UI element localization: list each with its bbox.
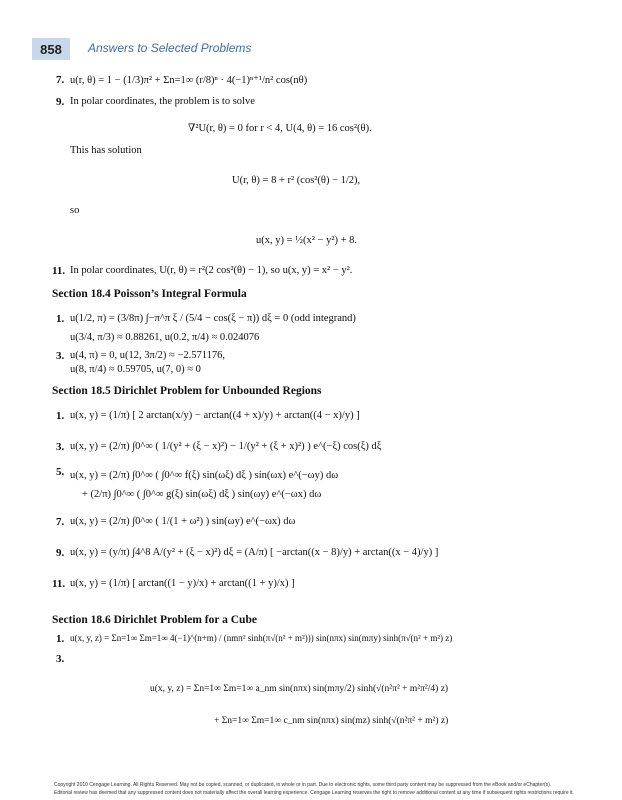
s184-problem-3-line-2: u(8, π/4) ≈ 0.59705, u(7, 0) ≈ 0 [70, 364, 201, 375]
section-18-4-title: Section 18.4 Poisson’s Integral Formula [52, 288, 247, 300]
s184-problem-1-line-2: u(3/4, π/3) ≈ 0.88261, u(0.2, π/4) ≈ 0.024076 [70, 332, 260, 343]
problem-9-number: 9. [56, 96, 65, 108]
s186-problem-3-equation-1: u(x, y, z) = Σn=1∞ Σm=1∞ a_nm sin(nπx) sin(mπy/2) sinh(√(n²π² + m²π²/4) z) [150, 684, 449, 694]
s186-problem-3-equation-2: + Σn=1∞ Σm=1∞ c_nm sin(nπx) sin(mz) sinh(√(n²π² + m²) z) [214, 716, 449, 726]
page-number: 858 [40, 41, 62, 57]
problem-9-equation-3: u(x, y) = ½(x² − y²) + 8. [256, 235, 358, 246]
problem-11-text: In polar coordinates, U(r, θ) = r²(2 cos²(θ) − 1), so u(x, y) = x² − y². [70, 265, 353, 276]
s184-problem-3-line-1: u(4, π) = 0, u(12, 3π/2) ≈ −2.571176, [70, 350, 225, 361]
s186-problem-1-equation: u(x, y, z) = Σn=1∞ Σm=1∞ 4(−1)^(n+m) / (nmπ² sinh(π√(n² + m²))) sin(nπx) sin(mπy) sinh(π√(n² + m²) z) [70, 633, 453, 643]
problem-7-equation: u(r, θ) = 1 − (1/3)π² + Σn=1∞ (r/8)ⁿ · 4(−1)ⁿ⁺¹/n² cos(nθ) [70, 75, 308, 86]
footer-copyright-line-2: Editorial review has deemed that any suppressed content does not materially affect the overall learning experience. Cengage Learning reserves the right to remove additional content at any time if subsequent rights restrictions require it. [54, 790, 574, 796]
footer-copyright-line-1: Copyright 2010 Cengage Learning. All Rights Reserved. May not be copied, scanned, or duplicated, in whole or in part. Due to electronic rights, some third party content may be suppressed from the eBook and/or eChapter(s). [54, 782, 552, 788]
problem-11-number: 11. [52, 265, 66, 277]
s185-problem-1-equation: u(x, y) = (1/π) [ 2 arctan(x/y) − arctan((4 + x)/y) + arctan((4 − x)/y) ] [70, 410, 360, 421]
problem-9-equation-2: U(r, θ) = 8 + r² (cos²(θ) − 1/2), [232, 175, 361, 186]
s185-problem-7-number: 7. [56, 516, 65, 528]
s185-problem-3-number: 3. [56, 441, 65, 453]
s185-problem-11-equation: u(x, y) = (1/π) [ arctan((1 − y)/x) + arctan((1 + y)/x) ] [70, 578, 295, 589]
running-title: Answers to Selected Problems [88, 41, 252, 55]
s186-problem-1-number: 1. [56, 633, 65, 645]
s185-problem-9-number: 9. [56, 547, 65, 559]
s185-problem-5-equation-2: + (2/π) ∫0^∞ ( ∫0^∞ g(ξ) sin(ωξ) dξ ) sin(ωy) e^(−ωx) dω [82, 489, 322, 500]
problem-7-number: 7. [56, 74, 65, 86]
s185-problem-3-equation: u(x, y) = (2/π) ∫0^∞ ( 1/(y² + (ξ − x)²) − 1/(y² + (ξ + x)²) ) e^(−ξ) cos(ξ) dξ [70, 441, 382, 452]
s185-problem-7-equation: u(x, y) = (2/π) ∫0^∞ ( 1/(1 + ω²) ) sin(ωy) e^(−ωx) dω [70, 516, 296, 527]
page-number-tab [32, 38, 70, 60]
problem-9-equation-1: ∇²U(r, θ) = 0 for r < 4, U(4, θ) = 16 cos²(θ). [188, 123, 372, 134]
problem-9-text: In polar coordinates, the problem is to solve [70, 96, 255, 107]
section-18-5-title: Section 18.5 Dirichlet Problem for Unbounded Regions [52, 385, 322, 397]
problem-9-text-2: This has solution [70, 145, 142, 156]
s185-problem-5-number: 5. [56, 466, 65, 478]
s186-problem-3-number: 3. [56, 653, 65, 665]
s184-problem-1-equation: u(1/2, π) = (3/8π) ∫−π^π ξ / (5/4 − cos(ξ − π)) dξ = 0 (odd integrand) [70, 313, 356, 324]
s184-problem-3-number: 3. [56, 350, 65, 362]
section-18-6-title: Section 18.6 Dirichlet Problem for a Cube [52, 614, 257, 626]
s185-problem-11-number: 11. [52, 578, 66, 590]
s185-problem-5-equation-1: u(x, y) = (2/π) ∫0^∞ ( ∫0^∞ f(ξ) sin(ωξ) dξ ) sin(ωx) e^(−ωy) dω [70, 470, 339, 481]
problem-9-so: so [70, 205, 80, 216]
s184-problem-1-number: 1. [56, 313, 65, 325]
s185-problem-9-equation: u(x, y) = (y/π) ∫4^8 A/(y² + (ξ − x)²) dξ = (A/π) [ −arctan((x − 8)/y) + arctan((x − 4)/y) ] [70, 547, 439, 558]
s185-problem-1-number: 1. [56, 410, 65, 422]
